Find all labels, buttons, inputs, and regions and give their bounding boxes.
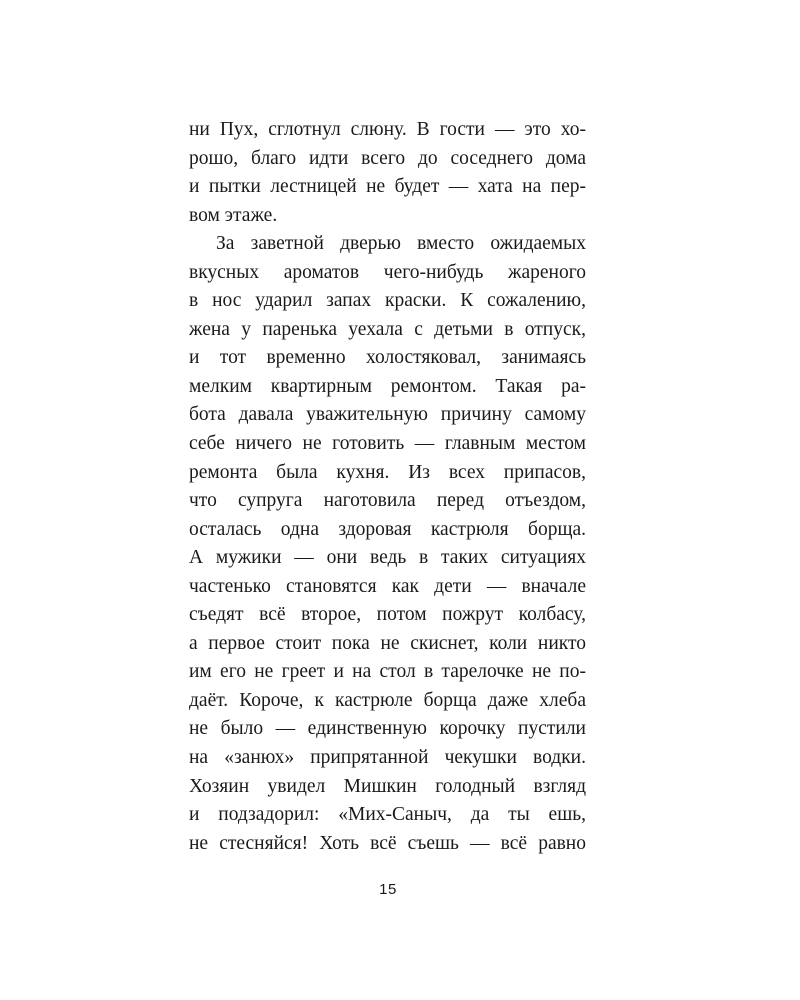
text-line: вом этаже. [189, 204, 278, 226]
text-line: мелким квартирным ремонтом. Такая ра- [189, 375, 586, 397]
text-line: и подзадорил: «Мих-Саныч, да ты ешь, [189, 804, 586, 826]
text-line: в нос ударил запах краски. К сожалению, [189, 290, 586, 312]
text-line: частенько становятся как дети — вначале [189, 575, 586, 597]
text-line: не стесняйся! Хоть всё съешь — всё равно [189, 832, 586, 854]
body-text [189, 116, 586, 858]
text-line: осталась одна здоровая кастрюля борща. [189, 518, 586, 540]
text-line: жена у паренька уехала с детьми в отпуск, [189, 318, 586, 340]
text-line: им его не греет и на стол в тарелочке не по- [189, 661, 586, 683]
text-line: ни Пух, сглотнул слюну. В гости — это хо- [189, 119, 586, 140]
text-line: что супруга наготовила перед отъездом, [189, 490, 586, 512]
text-line: За заветной дверью вместо ожидаемых [216, 233, 586, 255]
text-line: вкусных ароматов чего-нибудь жареного [189, 261, 586, 283]
text-line: не было — единственную корочку пустили [189, 718, 586, 740]
text-line: а первое стоит пока не скиснет, коли никто [189, 632, 586, 654]
text-line: рошо, благо идти всего до соседнего дома [189, 147, 586, 169]
text-line: Хозяин увидел Мишкин голодный взгляд [189, 775, 586, 797]
text-line: себе ничего не готовить — главным местом [189, 433, 586, 455]
text-line: и тот временно холостяковал, занимаясь [189, 347, 586, 369]
text-line: даёт. Короче, к кастрюле борща даже хлеба [189, 689, 586, 711]
text-line: бота давала уважительную причину самому [189, 404, 586, 426]
text-line: ремонта была кухня. Из всех припасов, [189, 461, 586, 483]
page-number: 15 [379, 881, 397, 898]
text-line: на «занюх» припрятанной чекушки водки. [189, 747, 586, 769]
text-line: съедят всё второе, потом пожрут колбасу, [189, 604, 586, 626]
text-line: А мужики — они ведь в таких ситуациях [189, 547, 586, 569]
text-line: и пытки лестницей не будет — хата на пер- [189, 176, 586, 198]
